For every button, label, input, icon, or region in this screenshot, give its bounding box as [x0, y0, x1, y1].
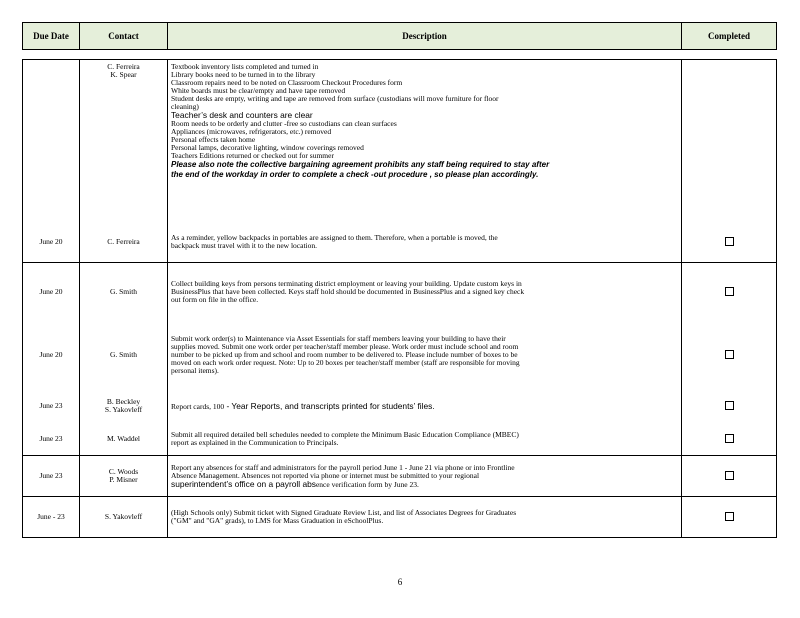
row-completed	[682, 263, 777, 322]
row-completed	[682, 60, 777, 223]
completed-checkbox[interactable]	[725, 350, 734, 359]
completed-checkbox[interactable]	[725, 287, 734, 296]
completed-checkbox[interactable]	[725, 434, 734, 443]
row-completed	[682, 389, 777, 423]
contact-name: C. Woods	[108, 468, 139, 476]
row-contact	[80, 389, 168, 423]
description-line: Teachers Editions returned or checked out for summer	[171, 152, 334, 160]
row-date: June 20	[23, 263, 80, 322]
contact-name: K. Spear	[110, 71, 137, 79]
contact-name: S. Yakovleff	[104, 406, 143, 414]
row-description	[168, 456, 682, 497]
row-date: June 23	[23, 389, 80, 423]
row-description	[168, 389, 682, 423]
description-line: backpack must travel with it to the new location.	[171, 242, 318, 250]
row-contact	[80, 497, 168, 538]
contact-name: P. Misner	[109, 476, 138, 484]
description-line: Student desks are empty, writing and tape are removed from surface (custodians will move furniture for floor	[171, 95, 499, 103]
row-date	[23, 60, 80, 223]
row-description	[168, 222, 682, 263]
description-line: BusinessPlus that have been collected. Keys staff hold should be documented in BusinessPlus and a signed key check	[171, 288, 525, 296]
row-description	[168, 60, 682, 223]
description-line: superintendent’s office on a payroll abs	[171, 479, 316, 489]
description-line: Room needs to be orderly and clutter -free so custodians can clean surfaces	[171, 120, 397, 128]
row-contact	[80, 456, 168, 497]
contact-name: C. Ferreira	[107, 238, 140, 246]
row-completed	[682, 222, 777, 263]
table-row	[23, 389, 777, 423]
description-line-tail: - Year Reports, and transcripts printed for students’ files.	[224, 401, 435, 411]
table-row	[23, 456, 777, 497]
description-emphasis: the end of the workday in order to complete a check -out procedure , so please plan accordingly.	[171, 170, 539, 179]
description-line: Report any absences for staff and administrators for the payroll period June 1 - June 21 via phone or into Frontline	[171, 463, 515, 472]
completed-checkbox[interactable]	[725, 512, 734, 521]
table-row	[23, 60, 777, 223]
description-line: Personal lamps, decorative lighting, window coverings removed	[171, 144, 364, 152]
row-completed	[682, 423, 777, 456]
description-line: moved on each work order request. Note: Up to 20 boxes per teacher/staff member (staff are responsible for moving	[171, 359, 520, 367]
spacer-row	[23, 50, 777, 60]
description-line: number to be picked up from and school and room number to be delivered to. Please include number of boxes to be	[171, 351, 518, 359]
row-completed	[682, 497, 777, 538]
table-row	[23, 423, 777, 456]
description-line: ("GM" and "GA" grads), to LMS for Mass Graduation in eSchoolPlus.	[171, 517, 384, 525]
document-page	[22, 22, 776, 538]
description-emphasis: Please also note the collective bargaining agreement prohibits any staff being required to stay after	[171, 160, 550, 169]
row-contact	[80, 222, 168, 263]
description-line-tail: ence verification form by June 23.	[315, 479, 419, 489]
row-contact	[80, 321, 168, 389]
description-line: Textbook inventory lists completed and turned in	[171, 63, 319, 71]
row-date: June 20	[23, 222, 80, 263]
header-completed: Completed	[682, 23, 777, 50]
description-line: As a reminder, yellow backpacks in portables are assigned to them. Therefore, when a portable is moved, the	[171, 234, 498, 242]
page-number: 6	[397, 577, 403, 587]
table-row	[23, 263, 777, 322]
contact-name: C. Ferreira	[107, 63, 140, 71]
description-line: (High Schools only) Submit ticket with Signed Graduate Review List, and list of Associates Degrees for Graduates	[171, 509, 517, 517]
description-line: Library books need to be turned in to the library	[171, 71, 316, 79]
completed-checkbox[interactable]	[725, 237, 734, 246]
description-line: personal items).	[171, 367, 219, 375]
description-line: Appliances (microwaves, refrigerators, etc.) removed	[171, 128, 332, 136]
contact-name: B. Beckley	[106, 398, 141, 406]
row-completed	[682, 456, 777, 497]
description-line: Report cards, 100	[171, 401, 225, 411]
row-description	[168, 321, 682, 389]
description-line: cleaning)	[171, 103, 199, 111]
row-date: June - 23	[23, 497, 80, 538]
description-line: Personal effects taken home	[171, 136, 256, 144]
row-contact	[80, 60, 168, 223]
description-line: report as explained in the Communication to Principals.	[171, 439, 339, 447]
description-line: out form on file in the office.	[171, 296, 259, 304]
description-line: Teacher’s desk and counters are clear	[171, 111, 313, 120]
contact-name: S. Yakovleff	[104, 513, 143, 521]
header-row	[23, 23, 777, 50]
header-contact: Contact	[80, 23, 168, 50]
row-date: June 20	[23, 321, 80, 389]
header-due-date: Due Date	[23, 23, 80, 50]
description-line: Absence Management. Absences not reported via phone or internet must be submitted to your regional	[171, 471, 480, 480]
header-description: Description	[168, 23, 682, 50]
row-completed	[682, 321, 777, 389]
contact-name: G. Smith	[109, 351, 138, 359]
row-date: June 23	[23, 423, 80, 456]
completed-checkbox[interactable]	[725, 471, 734, 480]
description-line: White boards must be clear/empty and have tape removed	[171, 87, 346, 95]
row-contact	[80, 423, 168, 456]
table-row	[23, 321, 777, 389]
table-row	[23, 222, 777, 263]
contact-name: M. Waddel	[106, 435, 140, 443]
description-line: Classroom repairs need to be noted on Classroom Checkout Procedures form	[171, 79, 403, 87]
row-date: June 23	[23, 456, 80, 497]
contact-name: G. Smith	[109, 288, 138, 296]
row-description	[168, 263, 682, 322]
row-contact	[80, 263, 168, 322]
row-description	[168, 497, 682, 538]
description-line: supplies moved. Submit one work order per teacher/staff member please. Work order must include school and room	[171, 343, 519, 351]
description-line: Submit all required detailed bell schedules needed to complete the Minimum Basic Education Compliance (MBEC)	[171, 431, 519, 439]
row-description	[168, 423, 682, 456]
table-row	[23, 497, 777, 538]
completed-checkbox[interactable]	[725, 401, 734, 410]
description-line: Submit work order(s) to Maintenance via Asset Essentials for staff members leaving your building to have their	[171, 335, 506, 343]
checklist-table	[22, 22, 777, 538]
description-line: Collect building keys from persons terminating district employment or leaving your building. Update custom keys in	[171, 280, 522, 288]
